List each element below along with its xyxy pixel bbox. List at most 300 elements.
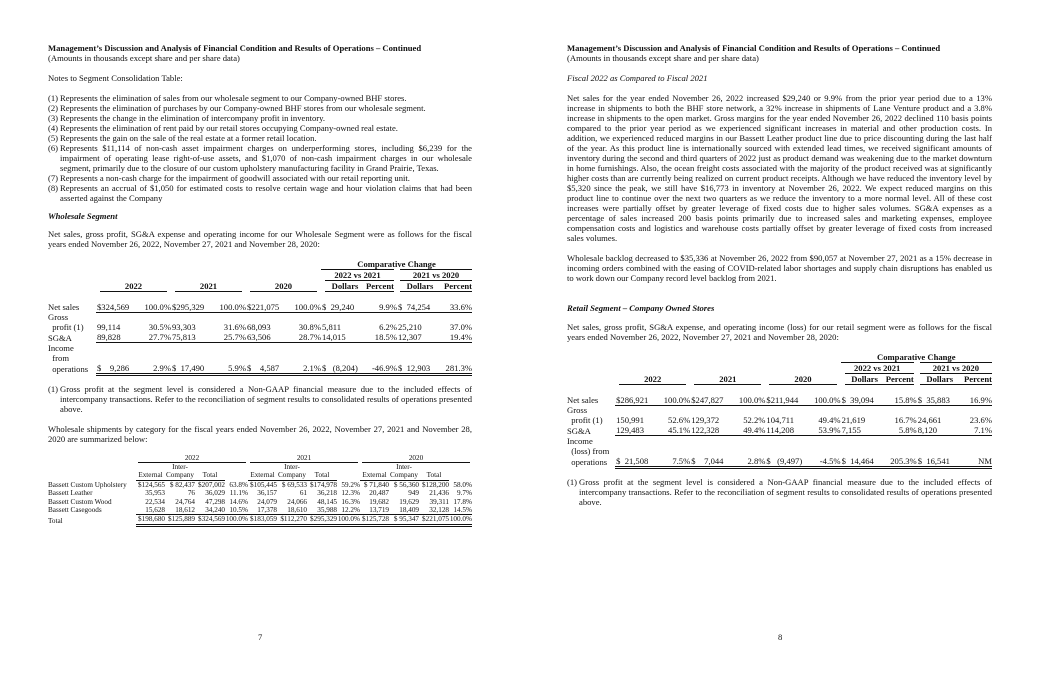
percent-cell: 33.6% <box>440 302 472 313</box>
blank-cell <box>567 352 841 363</box>
dollar-cell: $ 14,464 <box>841 456 885 468</box>
percent-cell: 58.0% <box>453 480 472 489</box>
subheader-total: Total <box>195 471 225 480</box>
row-label: Bassett Casegoods <box>48 506 102 515</box>
row-label: profit (1) <box>567 415 603 425</box>
percent-cell: 7.5% <box>658 456 690 468</box>
wholesale-heading: Wholesale Segment <box>48 211 118 221</box>
percent-cell: 9.7% <box>457 489 472 498</box>
amount-cell: $324,569 <box>195 515 225 525</box>
row-label: SG&A <box>48 332 72 343</box>
dollar-cell: $247,827 <box>690 395 733 406</box>
percent-cell: 52.2% <box>743 415 766 425</box>
amount-cell: $124,565 <box>138 480 165 489</box>
financial-table <box>567 352 992 469</box>
table-row <box>48 343 472 353</box>
header-row <box>48 462 472 471</box>
page-subtitle: (Amounts in thousands except share and per share data) <box>48 53 240 63</box>
amount-cell: $112,270 <box>277 515 307 525</box>
table-row <box>567 436 992 446</box>
amount-cell: 36,218 <box>317 489 337 498</box>
amount-cell: 13,719 <box>360 506 389 515</box>
amount-cell: 17,378 <box>248 506 277 515</box>
header-row <box>48 259 472 270</box>
financial-table <box>48 259 472 376</box>
percent-cell: 59.2% <box>341 480 360 489</box>
amount-cell: $ 82,437 <box>169 480 195 489</box>
dollar-cell: 129,483 <box>615 425 658 436</box>
dollar-cell: $286,921 <box>615 395 658 406</box>
amount-cell: $295,329 <box>307 515 337 525</box>
blank-cell <box>96 343 472 353</box>
subheader-company: Company <box>278 471 306 480</box>
percent-cell: 37.0% <box>449 322 473 332</box>
percent-cell: 53.9% <box>809 425 841 436</box>
blank-cell <box>225 471 248 480</box>
dollar-cell: 68,093 <box>247 322 271 332</box>
footnote-number: (1) <box>48 383 59 394</box>
dollar-cell: 12,307 <box>397 332 440 343</box>
inter-header: Inter- <box>396 462 412 471</box>
table-row <box>48 515 472 525</box>
dollar-cell: 122,328 <box>690 425 733 436</box>
row-label: operations <box>567 457 608 467</box>
footnote-text: Gross profit at the segment level is considered a Non-GAAP financial measure due to the included effects of intercompany transactions. Refer to the reconciliation of segment results to consolidated results of operations presented above. <box>60 383 472 414</box>
dollar-cell: $ 17,490 <box>171 363 214 375</box>
dollar-cell: 89,828 <box>96 332 139 343</box>
percent-cell: 100.0% <box>733 395 765 406</box>
amount-cell: 35,953 <box>145 489 165 498</box>
amount-cell: 24,066 <box>287 497 307 506</box>
percent-cell: 281.3% <box>440 363 472 375</box>
amount-cell: 19,629 <box>399 497 419 506</box>
percent-cell: 100.0% <box>214 302 246 313</box>
blank-cell <box>449 471 472 480</box>
percent-cell: 100.0% <box>658 395 690 406</box>
dollar-cell: $295,329 <box>171 302 214 313</box>
row-label: (loss) from <box>567 445 610 456</box>
note-number: (3) <box>48 113 59 123</box>
amount-cell: 24,079 <box>257 497 277 506</box>
subheader-dollars: Dollars <box>841 374 885 385</box>
dollar-cell: 8,120 <box>917 425 960 436</box>
percent-cell: 2.1% <box>289 363 321 375</box>
dollar-cell: 24,661 <box>917 415 942 425</box>
footnote-text: Gross profit at the segment level is considered a Non-GAAP financial measure due to the included effects of intercompany transactions. Refer to the reconciliation of segment results to consolidated results of operations presented above. <box>579 476 992 507</box>
note-item <box>48 123 472 133</box>
subheader-total: Total <box>307 471 337 480</box>
amount-cell: $183,059 <box>248 515 277 525</box>
dollar-cell: $221,075 <box>246 302 289 313</box>
table-row <box>567 446 992 456</box>
percent-cell: 45.1% <box>658 425 690 436</box>
blank-cell <box>96 312 472 322</box>
subheader-dollars: Dollars <box>397 281 440 292</box>
blank-cell <box>195 462 248 471</box>
dollar-cell: $ (8,204) <box>321 363 365 375</box>
table-row <box>48 312 472 322</box>
blank-cell <box>567 374 615 385</box>
note-item <box>48 103 472 113</box>
row-label: Gross <box>48 312 69 322</box>
percent-cell: -4.5% <box>809 456 841 468</box>
header-row <box>48 281 472 292</box>
amount-cell: 18,409 <box>389 506 419 515</box>
wholesale-footnote <box>48 384 472 414</box>
note-number: (1) <box>48 93 59 103</box>
table-row <box>48 302 472 313</box>
amount-cell: 39,311 <box>429 497 449 506</box>
row-label: profit (1) <box>48 322 84 332</box>
note-number: (5) <box>48 133 59 143</box>
blank-cell <box>360 462 389 471</box>
note-text: Represents the elimination of purchases by our Company-owned BHF stores from our wholesale segment. <box>60 103 426 113</box>
percent-cell: 52.6% <box>668 415 691 425</box>
percent-cell: 30.5% <box>148 322 171 332</box>
note-item <box>48 173 472 183</box>
dollar-cell: 114,208 <box>765 425 808 436</box>
note-text: Represents $11,114 of non-cash asset impairment charges on underperforming stores, including $6,239 for the impairment of operating lease right-of-use assets, and $1,070 of non-cash impairment charges in our wholesale segment, primarily due to the closure of our custom upholstery manufacturing facility in Grand Prairie, Texas. <box>60 143 472 173</box>
year-header: 2021 <box>171 281 246 292</box>
blank-cell <box>136 462 165 471</box>
notes-list <box>48 93 472 203</box>
note-text: Represents the gain on the sale of the real estate at a former retail location. <box>60 133 317 143</box>
percent-cell: 63.8% <box>229 480 248 489</box>
note-text: Represents the elimination of rent paid by our retail stores occupying Company-owned real estate. <box>60 123 398 133</box>
row-label: SG&A <box>567 425 591 436</box>
amount-cell: $128,200 <box>422 480 449 489</box>
header-row <box>567 352 992 363</box>
percent-cell: 31.6% <box>223 322 246 332</box>
percent-cell: 25.7% <box>214 332 246 343</box>
amount-cell: 18,612 <box>165 506 195 515</box>
dollar-cell: $ 74,254 <box>397 302 440 313</box>
period-header: 2022 vs 2021 <box>841 363 917 374</box>
amount-cell: 34,240 <box>195 506 225 515</box>
blank-cell <box>615 446 992 456</box>
percent-cell: 17.8% <box>453 497 472 506</box>
dollar-cell: $ 39,094 <box>841 395 885 406</box>
subheader-dollars: Dollars <box>917 374 960 385</box>
amount-cell: $125,728 <box>360 515 389 525</box>
page-subtitle: (Amounts in thousands except share and per share data) <box>567 53 759 63</box>
blank-cell <box>48 259 321 270</box>
table-row <box>48 498 472 506</box>
note-number: (8) <box>48 183 59 193</box>
blank-cell <box>567 363 841 374</box>
page-8 <box>567 0 992 673</box>
subheader-external: External <box>360 471 389 480</box>
amount-cell: $207,002 <box>198 480 225 489</box>
percent-cell: 23.6% <box>969 415 992 425</box>
year-header: 2020 <box>360 454 472 463</box>
spacer-row <box>567 385 992 395</box>
percent-cell: 19.4% <box>440 332 472 343</box>
period-header: 2022 vs 2021 <box>321 270 397 281</box>
blank-cell <box>419 462 472 471</box>
page-number: 8 <box>778 632 783 642</box>
year-header: 2022 <box>615 374 690 385</box>
blank-cell <box>337 471 360 480</box>
table-row <box>48 363 472 375</box>
amount-cell: $ 56,360 <box>393 480 419 489</box>
dollar-cell: $324,569 <box>96 302 139 313</box>
note-item <box>48 93 472 103</box>
percent-cell: 5.9% <box>214 363 246 375</box>
amount-cell: $198,680 <box>136 515 165 525</box>
percent-cell: 16.3% <box>341 497 360 506</box>
row-label: Income <box>48 342 74 353</box>
percent-cell: 5.8% <box>885 425 917 436</box>
amount-cell: $105,445 <box>250 480 277 489</box>
row-label: from <box>48 352 70 363</box>
subheader-dollars: Dollars <box>321 281 365 292</box>
subheader-company: Company <box>166 471 194 480</box>
page-number: 7 <box>258 632 263 642</box>
dollar-cell: 63,506 <box>246 332 289 343</box>
wholesale-intro: Net sales, gross profit, SG&A expense and operating income for our Wholesale Segment were as follows for the fiscal years ended November 26, 2022, November 27, 2021 and November 28, 2020: <box>48 229 472 249</box>
blank-cell <box>48 454 136 463</box>
header-row <box>48 454 472 463</box>
percent-cell: 14.6% <box>229 497 248 506</box>
year-header: 2021 <box>248 454 360 463</box>
retail-heading: Retail Segment – Company Owned Stores <box>567 303 715 313</box>
amount-cell: $174,978 <box>310 480 337 489</box>
header-row <box>48 471 472 480</box>
dollar-cell: $ 9,286 <box>96 363 139 375</box>
blank-cell <box>615 405 992 415</box>
subheader-percent: Percent <box>365 281 397 292</box>
table-row <box>48 506 472 515</box>
percent-cell: 100.0% <box>337 515 360 524</box>
blank-cell <box>615 436 992 446</box>
note-text: Represents the change in the elimination of intercompany profit in inventory. <box>60 113 326 123</box>
row-label: operations <box>48 364 89 374</box>
page-title: Management’s Discussion and Analysis of Financial Condition and Results of Operations – Continued <box>48 43 422 53</box>
dollar-cell: 14,015 <box>321 332 365 343</box>
amount-cell: $ 71,840 <box>363 480 389 489</box>
amount-cell: 36,157 <box>257 489 277 498</box>
year-header: 2021 <box>690 374 765 385</box>
page-7 <box>48 0 472 673</box>
dollar-cell: 104,711 <box>766 415 795 425</box>
amount-cell: 32,128 <box>419 506 449 515</box>
percent-cell: 49.4% <box>818 415 841 425</box>
percent-cell: 2.8% <box>733 456 765 468</box>
amount-cell: 35,988 <box>307 506 337 515</box>
amount-cell: 47,298 <box>205 497 225 506</box>
row-label: Net sales <box>48 302 80 312</box>
amount-cell: 15,628 <box>136 506 165 515</box>
amount-cell: 18,610 <box>277 506 307 515</box>
percent-cell: 6.2% <box>379 322 397 332</box>
backlog-paragraph: Wholesale backlog decreased to $35,336 at November 26, 2022 from $90,057 at November 27, 2021 as a 15% decrease in incoming orders combined with the easing of COVID-related labor shortages and supply chain disruptions has enabled us to work down our Company record level backlog from 2021. <box>567 253 992 283</box>
year-header: 2022 <box>136 454 248 463</box>
percent-cell: NM <box>960 456 992 468</box>
percent-cell: 28.7% <box>289 332 321 343</box>
year-header: 2022 <box>96 281 171 292</box>
percent-cell: 100.0% <box>139 302 171 313</box>
dollar-cell: 5,811 <box>322 322 342 332</box>
percent-cell: 2.9% <box>139 363 171 375</box>
percent-cell: -46.9% <box>365 363 397 375</box>
table-row <box>48 489 472 497</box>
shipments-intro: Wholesale shipments by category for the fiscal years ended November 26, 2022, November 27, 2021 and November 28, 2020 are summarized below: <box>48 423 472 444</box>
header-row <box>48 270 472 281</box>
amount-cell: 36,029 <box>205 489 225 498</box>
fiscal-paragraph: Net sales for the year ended November 26, 2022 increased $29,240 or 9.9% from the prior year period due to a 13% increase in shipments to both the BHF store network, a 32% increase in shipments of Lane Venture product and a 3.8% increase in shipments to the open market. Gross margins for the year ended November 26, 2022 declined 110 basis points compared to the prior year period as we experienced significant increases in material and other production costs. In addition, we experienced reduced margins in our Bassett Leather product line due to price discounting during the last half of the year. As this product line is internationally sourced with extended lead times, we received significant amounts of inventory during the second and third quarters of 2022 just as product demand was weakening due to the market downturn in home furnishings. Also, the ocean freight costs associated with the majority of the product received was at significantly higher costs than are currently being realized on current product receipts. Although we have reduced the inventory level by $5,320 since the peak, we still have $16,773 in inventory at November 26, 2022. We expect reduced margins on this product line to continue over the next two quarters as we reduce the inventory to a more normal level. All of these cost increases were partially offset by greater leverage of fixed costs due to higher sales volumes. SG&A expenses as a percentage of sales increased 200 basis points primarily due to increased sales and marketing expenses, employee compensation costs and logistics and warehouse costs partially offset by greater leverage of fixed costs from increased sales volumes. <box>567 93 992 243</box>
row-label: Gross <box>567 405 588 415</box>
dollar-cell: $211,944 <box>765 395 808 406</box>
row-label: Income <box>567 435 593 446</box>
note-number: (2) <box>48 103 59 113</box>
amount-cell: $221,075 <box>419 515 449 525</box>
table-row <box>567 395 992 406</box>
blank-cell <box>248 462 277 471</box>
percent-cell: 16.9% <box>960 395 992 406</box>
row-label: Bassett Leather <box>48 489 93 498</box>
subheader-percent: Percent <box>960 374 992 385</box>
amount-cell: 61 <box>299 489 307 498</box>
table-row <box>567 425 992 436</box>
amount-cell: 22,534 <box>145 497 165 506</box>
percent-cell: 205.3% <box>885 456 917 468</box>
row-label: Net sales <box>567 395 599 405</box>
amount-cell: 949 <box>408 489 419 498</box>
retail-footnote <box>567 477 992 507</box>
note-item <box>48 183 472 203</box>
dollar-cell: $ 21,508 <box>615 456 658 468</box>
dollar-cell: $ 4,587 <box>246 363 289 375</box>
header-row <box>567 374 992 385</box>
percent-cell: 27.7% <box>139 332 171 343</box>
dollar-cell: $ 29,240 <box>321 302 365 313</box>
percent-cell: 12.2% <box>337 506 360 515</box>
row-label: Bassett Custom Upholstery <box>48 480 127 489</box>
percent-cell: 12.3% <box>341 489 360 498</box>
shipments-table <box>48 454 474 527</box>
note-item <box>48 113 472 123</box>
dollar-cell: $ 12,903 <box>397 363 440 375</box>
amount-cell: 76 <box>187 489 195 498</box>
percent-cell: 100.0% <box>809 395 841 406</box>
percent-cell: 16.7% <box>894 415 917 425</box>
blank-cell <box>48 292 96 302</box>
footnote-number: (1) <box>567 476 578 487</box>
period-header: 2021 vs 2020 <box>397 270 472 281</box>
dollar-cell: $ 16,541 <box>917 456 960 468</box>
note-item <box>48 133 472 143</box>
note-number: (4) <box>48 123 59 133</box>
amount-cell: $125,889 <box>165 515 195 525</box>
note-text: Represents an accrual of $1,050 for estimated costs to resolve certain wage and hour violation claims that had been asserted against the Company <box>60 183 472 203</box>
row-label: Total <box>48 516 63 525</box>
table-row <box>567 456 992 468</box>
shipments-table <box>48 454 472 527</box>
table-row <box>48 332 472 343</box>
blank-cell <box>48 270 321 281</box>
blank-cell <box>48 281 96 292</box>
percent-cell: 49.4% <box>733 425 765 436</box>
percent-cell: 30.8% <box>298 322 321 332</box>
blank-cell <box>307 462 360 471</box>
dollar-cell: 150,991 <box>616 415 645 425</box>
subheader-percent: Percent <box>885 374 917 385</box>
subheader-total: Total <box>419 471 449 480</box>
page-title: Management’s Discussion and Analysis of Financial Condition and Results of Operations – Continued <box>567 43 941 53</box>
subheader-percent: Percent <box>440 281 472 292</box>
subheader-external: External <box>248 471 277 480</box>
table-row <box>48 322 472 332</box>
amount-cell: $ 95,347 <box>389 515 419 525</box>
wholesale-table <box>48 259 472 376</box>
table-row <box>567 415 992 425</box>
dollar-cell: 75,813 <box>171 332 214 343</box>
comparative-change-header: Comparative Change <box>321 259 472 270</box>
period-header: 2021 vs 2020 <box>917 363 992 374</box>
comparative-change-header: Comparative Change <box>841 352 992 363</box>
dollar-cell: 25,210 <box>398 322 422 332</box>
blank-cell <box>567 385 615 395</box>
amount-cell: 48,145 <box>317 497 337 506</box>
percent-cell: 100.0% <box>289 302 321 313</box>
amount-cell: $ 69,533 <box>281 480 307 489</box>
dollar-cell: 7,155 <box>841 425 885 436</box>
amount-cell: 20,487 <box>369 489 389 498</box>
amount-cell: 19,682 <box>369 497 389 506</box>
note-item <box>48 143 472 173</box>
dollar-cell: $ (9,497) <box>765 456 808 468</box>
dollar-cell: 93,303 <box>172 322 196 332</box>
percent-cell: 11.1% <box>229 489 248 498</box>
percent-cell: 9.9% <box>365 302 397 313</box>
notes-heading: Notes to Segment Consolidation Table: <box>48 73 183 83</box>
dollar-cell: 99,114 <box>97 322 121 332</box>
year-header: 2020 <box>765 374 840 385</box>
subheader-company: Company <box>390 471 418 480</box>
dollar-cell: $ 7,044 <box>690 456 733 468</box>
dollar-cell: $ 35,883 <box>917 395 960 406</box>
dollar-cell: 129,372 <box>691 415 720 425</box>
inter-header: Inter- <box>284 462 300 471</box>
percent-cell: 15.8% <box>885 395 917 406</box>
header-row <box>567 363 992 374</box>
note-text: Represents a non-cash charge for the impairment of goodwill associated with our retail reporting unit. <box>60 173 410 183</box>
percent-cell: 14.5% <box>449 506 472 515</box>
percent-cell: 18.5% <box>365 332 397 343</box>
fiscal-heading: Fiscal 2022 as Compared to Fiscal 2021 <box>567 73 708 83</box>
blank-cell <box>48 462 136 471</box>
table-row <box>48 480 472 489</box>
retail-intro: Net sales, gross profit, SG&A expense, and operating income (loss) for our retail segment were as follows for the fiscal years ended November 26, 2022, November 27, 2021 and November 28, 2020: <box>567 322 992 342</box>
amount-cell: 24,764 <box>175 497 195 506</box>
percent-cell: 7.1% <box>960 425 992 436</box>
subheader-external: External <box>136 471 165 480</box>
note-number: (6) <box>48 143 59 153</box>
blank-cell <box>96 353 472 363</box>
table-row <box>567 405 992 415</box>
retail-table <box>567 352 992 469</box>
note-number: (7) <box>48 173 59 183</box>
percent-cell: 100.0% <box>225 515 248 524</box>
table-row <box>48 353 472 363</box>
dollar-cell: 21,619 <box>841 415 866 425</box>
year-header: 2020 <box>246 281 321 292</box>
amount-cell: 21,436 <box>429 489 449 498</box>
inter-header: Inter- <box>172 462 188 471</box>
row-label: Bassett Custom Wood <box>48 497 112 506</box>
spacer-row <box>48 292 472 302</box>
